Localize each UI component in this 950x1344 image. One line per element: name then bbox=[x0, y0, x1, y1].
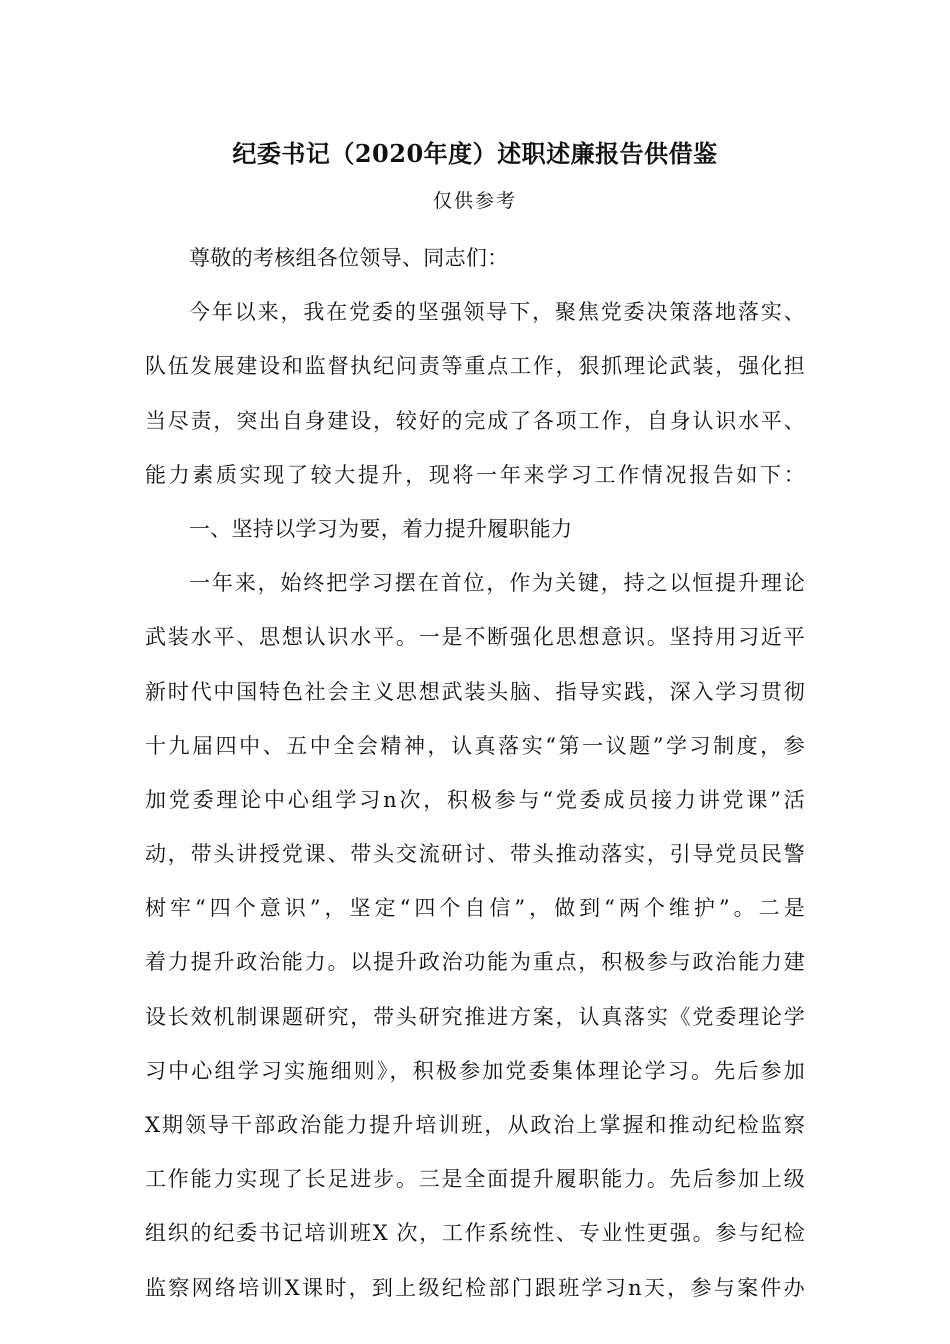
paragraph-line: 能力素质实现了较大提升，现将一年来学习工作情况报告如下： bbox=[145, 462, 805, 487]
paragraph-line: 新时代中国特色社会主义思想武装头脑、指导实践，深入学习贯彻 bbox=[145, 679, 805, 704]
paragraph-line: X期领导干部政治能力提升培训班，从政治上掌握和推动纪检监察 bbox=[145, 1113, 805, 1137]
paragraph-line: 当尽责，突出自身建设，较好的完成了各项工作，自身认识水平、 bbox=[145, 408, 805, 433]
paragraph-line: 武装水平、思想认识水平。一是不断强化思想意识。坚持用习近平 bbox=[145, 625, 805, 650]
paragraph-line: 队伍发展建设和监督执纪问责等重点工作，狠抓理论武装，强化担 bbox=[145, 354, 805, 379]
document-title: 纪委书记（2020年度）述职述廉报告供借鉴 bbox=[232, 139, 718, 168]
paragraph-line: 习中心组学习实施细则》，积极参加党委集体理论学习。先后参加 bbox=[145, 1058, 805, 1083]
paragraph-line: 加党委理论中心组学习n次，积极参与“党委成员接力讲党课”活 bbox=[145, 787, 805, 812]
paragraph-line: 工作能力实现了长足进步。三是全面提升履职能力。先后参加上级 bbox=[145, 1167, 805, 1192]
paragraph-line: 设长效机制课题研究，带头研究推进方案，认真落实《党委理论学 bbox=[145, 1004, 805, 1029]
paragraph-line: 动，带头讲授党课、带头交流研讨、带头推动落实，引导党员民警 bbox=[145, 842, 805, 867]
salutation-line: 尊敬的考核组各位领导、同志们： bbox=[189, 246, 509, 270]
paragraph-line: 今年以来，我在党委的坚强领导下，聚焦党委决策落地落实、 bbox=[189, 300, 805, 325]
paragraph-line: 十九届四中、五中全会精神，认真落实“第一议题”学习制度，参 bbox=[145, 733, 805, 758]
paragraph-line: 监察网络培训X课时，到上级纪检部门跟班学习n天，参与案件办 bbox=[145, 1275, 805, 1300]
paragraph-line: 一年来，始终把学习摆在首位，作为关键，持之以恒提升理论 bbox=[189, 571, 805, 596]
document-body bbox=[145, 231, 805, 1315]
paragraph-line: 着力提升政治能力。以提升政治功能为重点，积极参与政治能力建 bbox=[145, 950, 805, 975]
section-heading: 一、坚持以学习为要，着力提升履职能力 bbox=[189, 516, 573, 541]
paragraph-line: 树牢“四个意识”，坚定“四个自信”，做到“两个维护”。二是 bbox=[145, 896, 805, 921]
paragraph-line: 组织的纪委书记培训班X 次，工作系统性、专业性更强。参与纪检 bbox=[145, 1221, 805, 1246]
document-subtitle: 仅供参考 bbox=[432, 190, 517, 212]
